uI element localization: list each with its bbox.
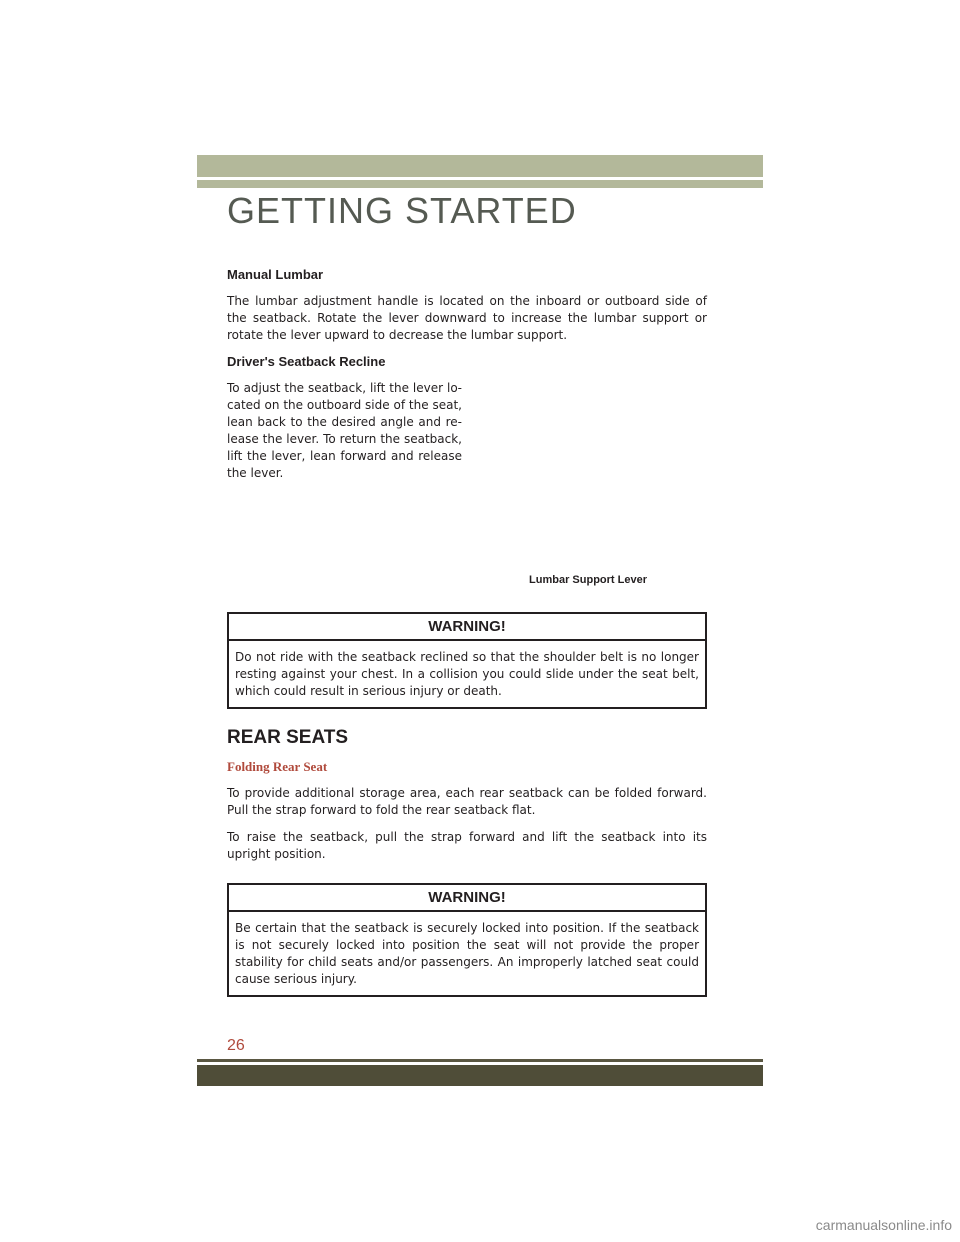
header-band bbox=[197, 155, 763, 177]
watermark: carmanualsonline.info bbox=[815, 1217, 952, 1233]
warning-box-latch bbox=[227, 883, 707, 997]
manual-lumbar-body: The lumbar adjustment handle is located on the inboard or outboard side of the seatback. Rotate the lever downward to increase the lumbar support or rotate the lever upward to decrease the lumbar support. bbox=[227, 294, 707, 342]
page-number: 26 bbox=[227, 1037, 245, 1054]
rear-seats-paragraph-1: To provide additional storage area, each rear seatback can be folded forward. Pull the strap forward to fold the rear seatback flat. bbox=[227, 786, 707, 817]
manual-lumbar-heading: Manual Lumbar bbox=[227, 267, 324, 282]
figure-area bbox=[227, 492, 707, 592]
folding-rear-seat-heading: Folding Rear Seat bbox=[227, 759, 328, 774]
page-content bbox=[227, 267, 707, 1015]
header-thin-rule bbox=[197, 180, 763, 188]
figure-caption: Lumbar Support Lever bbox=[529, 574, 647, 586]
seatback-recline-heading: Driver's Seatback Recline bbox=[227, 354, 386, 369]
warning-body: Be certain that the seatback is securely locked into position. If the seatback is not securely locked into position the seat will not provide the proper stability for child seats and/or passengers. An improperly latched seat could cause serious injury. bbox=[235, 921, 699, 986]
section-title: GETTING STARTED bbox=[227, 190, 577, 231]
warning-body: Do not ride with the seatback reclined so that the shoulder belt is no longer resting against your chest. In a collision you could slide under the seat belt, which could result in serious injury or death. bbox=[235, 650, 699, 698]
warning-box-recline bbox=[227, 612, 707, 709]
rear-seats-heading: REAR SEATS bbox=[227, 727, 349, 748]
footer-thin-rule bbox=[197, 1059, 763, 1062]
warning-title: WARNING! bbox=[229, 885, 705, 912]
rear-seats-paragraph-2: To raise the seatback, pull the strap forward and lift the seatback into its upright position. bbox=[227, 830, 707, 861]
seatback-recline-body: To adjust the seatback, lift the lever located on the outboard side of the seat, lean back to the desired angle and release the lever. To return the seatback, lift the lever, lean forward and release the lever. bbox=[227, 381, 462, 480]
footer-band bbox=[197, 1065, 763, 1086]
warning-title: WARNING! bbox=[229, 614, 705, 641]
